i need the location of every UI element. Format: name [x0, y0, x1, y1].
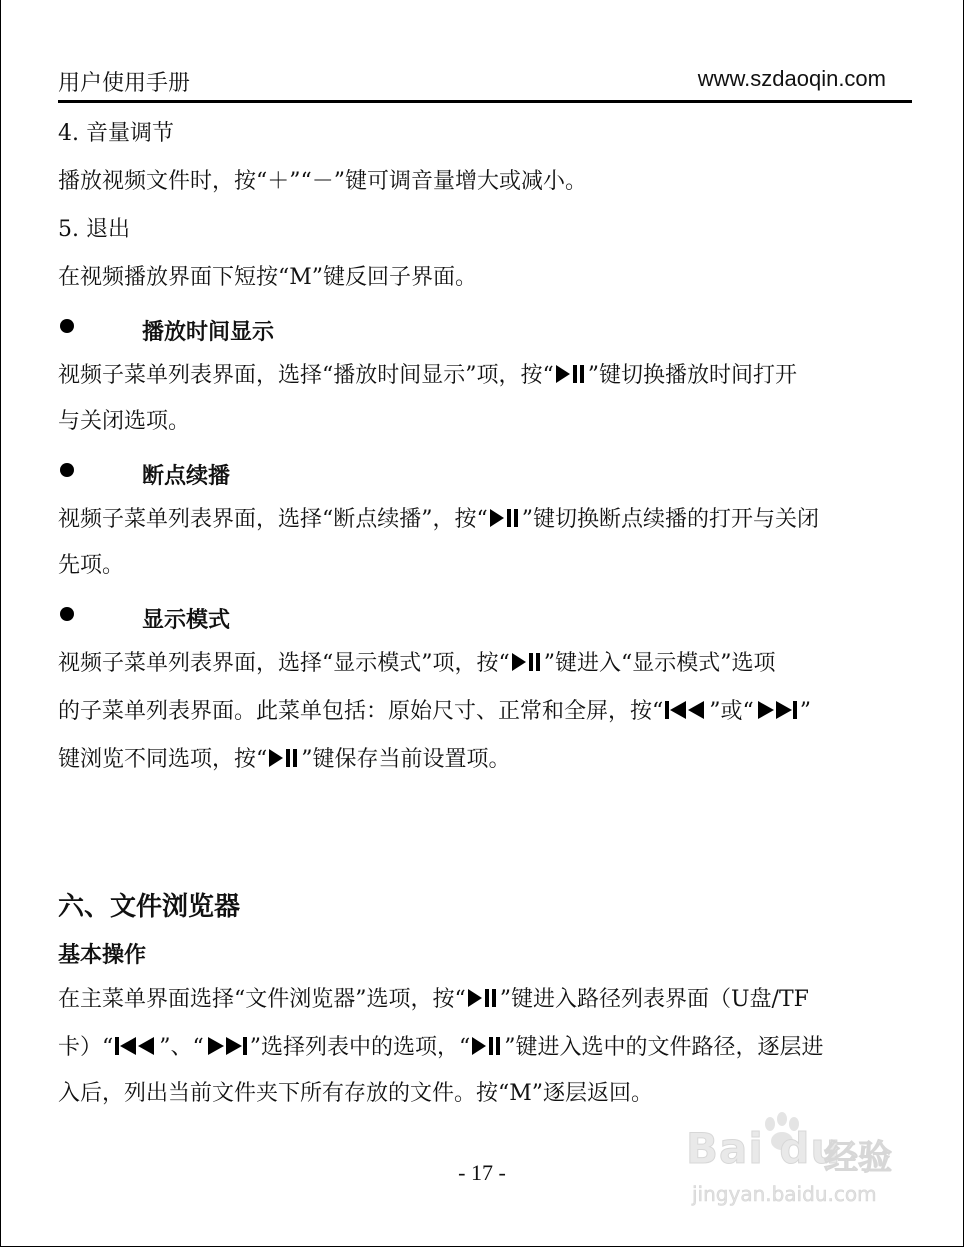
resume-line-1-b: ”键切换断点续播的打开与关闭 [521, 507, 819, 532]
resume-title: 断点续播 [142, 464, 231, 489]
file-browser-section-title: 六、文件浏览器 [58, 892, 241, 922]
display-mode-line-2 [58, 699, 811, 723]
play-pause-icon [510, 651, 544, 673]
volume-text: 播放视频文件时，按“＋”“－”键可调音量增大或减小。 [58, 169, 587, 194]
resume-line-1 [58, 507, 819, 531]
file-browser-line-1-a: 在主菜单界面选择“文件浏览器”选项，按“ [58, 987, 466, 1012]
file-browser-line-2-c: ”选择列表中的选项，“ [249, 1035, 471, 1060]
play-pause-icon [267, 747, 301, 769]
file-browser-line-2-d: ”键进入选中的文件路径，逐层进 [504, 1035, 824, 1060]
play-pause-icon [554, 363, 588, 385]
play-pause-icon [466, 987, 500, 1009]
display-mode-line-1-a: 视频子菜单列表界面，选择“显示模式”项，按“ [58, 651, 510, 676]
next-track-icon [754, 699, 800, 721]
baidu-jingyan-watermark [686, 1112, 916, 1212]
play-time-title: 播放时间显示 [142, 320, 275, 345]
exit-text: 在视频播放界面下短按“M”键反回子界面。 [58, 265, 478, 290]
resume-line-1-a: 视频子菜单列表界面，选择“断点续播”，按“ [58, 507, 488, 532]
file-browser-line-1 [58, 987, 809, 1011]
display-mode-line-1-b: ”键进入“显示模式”选项 [543, 651, 776, 676]
display-mode-line-3-a: 键浏览不同选项，按“ [58, 747, 268, 772]
bullet-dot-icon [60, 319, 74, 333]
display-mode-line-3-b: ”键保存当前设置项。 [301, 747, 511, 772]
bullet-dot-icon [60, 463, 74, 477]
website-url: www.szdaoqin.com [697, 66, 886, 91]
file-browser-line-2-b: ”、“ [159, 1035, 204, 1060]
previous-track-icon [663, 699, 709, 721]
exit-heading: 5. 退出 [58, 217, 130, 242]
display-mode-line-1 [58, 651, 776, 675]
file-browser-line-2-a: 卡）“ [58, 1035, 114, 1060]
page-header [58, 66, 912, 102]
watermark-brand: Bai du [686, 1124, 842, 1173]
watermark-url: jingyan.baidu.com [692, 1182, 877, 1206]
basic-operation-subtitle: 基本操作 [58, 943, 147, 968]
previous-track-icon [113, 1035, 159, 1057]
file-browser-line-3: 入后，列出当前文件夹下所有存放的文件。按“M”逐层返回。 [58, 1081, 654, 1106]
manual-title: 用户使用手册 [58, 71, 191, 96]
display-mode-line-2-c: ” [799, 699, 811, 724]
header-rule [58, 100, 912, 103]
display-mode-line-2-b: ”或“ [709, 699, 754, 724]
play-pause-icon [470, 1035, 504, 1057]
display-mode-line-3 [58, 747, 511, 771]
play-time-line-1-b: ”键切换播放时间打开 [587, 363, 797, 388]
play-time-line-1-a: 视频子菜单列表界面，选择“播放时间显示”项，按“ [58, 363, 554, 388]
watermark-product: 经验 [824, 1138, 892, 1178]
play-time-line-2: 与关闭选项。 [58, 409, 191, 434]
display-mode-line-2-a: 的子菜单列表界面。此菜单包括：原始尺寸、正常和全屏，按“ [58, 699, 664, 724]
display-mode-title: 显示模式 [142, 608, 231, 633]
resume-line-2: 先项。 [58, 553, 125, 578]
file-browser-line-2 [58, 1035, 824, 1059]
bullet-dot-icon [60, 607, 74, 621]
volume-heading: 4. 音量调节 [58, 121, 174, 146]
play-time-line-1 [58, 363, 797, 387]
next-track-icon [204, 1035, 250, 1057]
page-number: - 17 - [458, 1160, 506, 1185]
file-browser-line-1-b: ”键进入路径列表界面（U盘/TF [499, 987, 809, 1012]
play-pause-icon [488, 507, 522, 529]
